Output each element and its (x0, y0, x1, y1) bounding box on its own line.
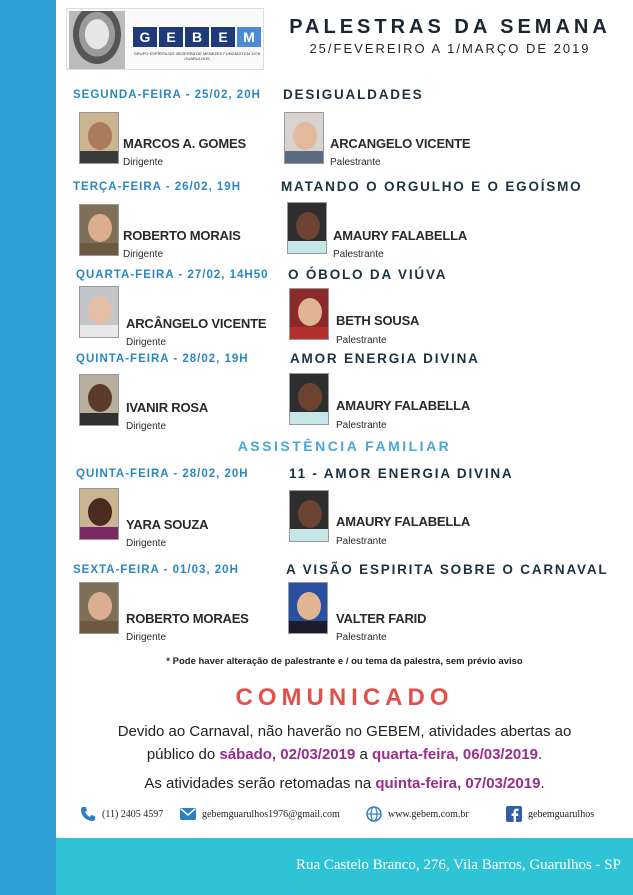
person-photo (284, 112, 324, 164)
founder-portrait (69, 11, 125, 69)
globe-icon (366, 806, 382, 822)
person-role: Dirigente (123, 249, 164, 260)
person-role: Dirigente (126, 337, 167, 348)
logo-letter: B (185, 27, 209, 47)
contact-email[interactable] (180, 806, 340, 822)
person-photo (287, 202, 327, 254)
person-role: Palestrante (336, 632, 387, 643)
text-segment: público do (146, 746, 220, 763)
day-label: SEGUNDA-FEIRA - 25/02, 20H (73, 89, 261, 101)
person-name: AMAURY FALABELLA (336, 398, 471, 413)
topic-title: DESIGUALDADES (283, 87, 424, 102)
highlight-date: quarta-feira, 06/03/2019 (372, 746, 538, 763)
person-name: AMAURY FALABELLA (333, 228, 468, 243)
person-role: Palestrante (330, 157, 381, 168)
logo-letters (133, 27, 261, 47)
person-name: ARCÂNGELO VICENTE (126, 316, 267, 331)
text-segment: . (540, 775, 545, 792)
address-text: Rua Castelo Branco, 276, Vila Barros, Guarulhos - SP (295, 857, 621, 873)
person-photo (289, 288, 329, 340)
email-address: gebemguarulhos1976@gmail.com (202, 808, 340, 820)
person-name: IVANIR ROSA (126, 400, 209, 415)
mail-icon (180, 806, 196, 822)
phone-number: (11) 2405 4597 (102, 808, 164, 820)
logo-letter: M (237, 27, 261, 47)
page-dates: 25/FEVEREIRO A 1/MARÇO DE 2019 (309, 41, 591, 56)
comunicado-line-2 (56, 746, 633, 763)
topic-title: A VISÃO ESPIRITA SOBRE O CARNAVAL (286, 562, 609, 577)
person-role: Dirigente (126, 421, 167, 432)
person-name: VALTER FARID (336, 611, 427, 626)
gebem-logo (66, 8, 264, 70)
facebook-handle: gebemguarulhos (528, 808, 595, 820)
logo-subtitle: GRUPO ESPÍRITA DR. BEZERRA DE MENEZES FUNDADO EM 1976 GUARULHOS (133, 51, 261, 61)
topic-title: O ÓBOLO DA VIÚVA (288, 267, 448, 282)
section-title: ASSISTÊNCIA FAMILIAR (237, 438, 452, 454)
person-role: Palestrante (333, 249, 384, 260)
topic-title: MATANDO O ORGULHO E O EGOÍSMO (281, 179, 583, 194)
day-label: TERÇA-FEIRA - 26/02, 19H (73, 181, 241, 193)
logo-letter: E (159, 27, 183, 47)
highlight-date: sábado, 02/03/2019 (219, 746, 356, 763)
person-role: Palestrante (336, 536, 387, 547)
person-name: YARA SOUZA (126, 517, 209, 532)
person-photo (289, 490, 329, 542)
person-photo (79, 488, 119, 540)
contact-facebook[interactable] (506, 806, 594, 822)
person-role: Palestrante (336, 420, 387, 431)
person-name: ROBERTO MORAES (126, 611, 249, 626)
person-photo (79, 286, 119, 338)
page-title: PALESTRAS DA SEMANA (289, 16, 611, 38)
facebook-icon (506, 806, 522, 822)
person-role: Dirigente (123, 157, 164, 168)
logo-letter: E (211, 27, 235, 47)
day-label: SEXTA-FEIRA - 01/03, 20H (73, 564, 239, 576)
person-photo (79, 374, 119, 426)
phone-icon (80, 806, 96, 822)
highlight-date: quinta-feira, 07/03/2019 (375, 775, 541, 792)
person-photo (288, 582, 328, 634)
contact-phone[interactable] (80, 806, 163, 822)
text-segment: a (355, 746, 373, 763)
website-url: www.gebem.com.br (388, 808, 469, 820)
logo-letter: G (133, 27, 157, 47)
person-photo (79, 582, 119, 634)
person-name: AMAURY FALABELLA (336, 514, 471, 529)
text-segment: As atividades serão retomadas na (144, 775, 376, 792)
comunicado-title: COMUNICADO (235, 684, 454, 711)
person-name: MARCOS A. GOMES (123, 136, 246, 151)
comunicado-line-3 (56, 775, 633, 792)
person-name: BETH SOUSA (336, 313, 420, 328)
person-photo (79, 204, 119, 256)
day-label: QUARTA-FEIRA - 27/02, 14H50 (76, 269, 269, 281)
disclaimer-note: * Pode haver alteração de palestrante e / ou tema da palestra, sem prévio aviso (166, 656, 523, 667)
contact-website[interactable] (366, 806, 469, 822)
person-name: ROBERTO MORAIS (123, 228, 241, 243)
day-label: QUINTA-FEIRA - 28/02, 20H (76, 468, 249, 480)
person-role: Dirigente (126, 632, 167, 643)
person-photo (79, 112, 119, 164)
person-photo (289, 373, 329, 425)
topic-title: 11 - AMOR ENERGIA DIVINA (289, 466, 514, 481)
person-name: ARCANGELO VICENTE (330, 136, 471, 151)
person-role: Palestrante (336, 335, 387, 346)
comunicado-line-1: Devido ao Carnaval, não haverão no GEBEM, atividades abertas ao (117, 723, 572, 740)
text-segment: . (537, 746, 543, 763)
person-role: Dirigente (126, 538, 167, 549)
left-accent-bar (0, 0, 56, 895)
day-label: QUINTA-FEIRA - 28/02, 19H (76, 353, 249, 365)
topic-title: AMOR ENERGIA DIVINA (290, 351, 480, 366)
